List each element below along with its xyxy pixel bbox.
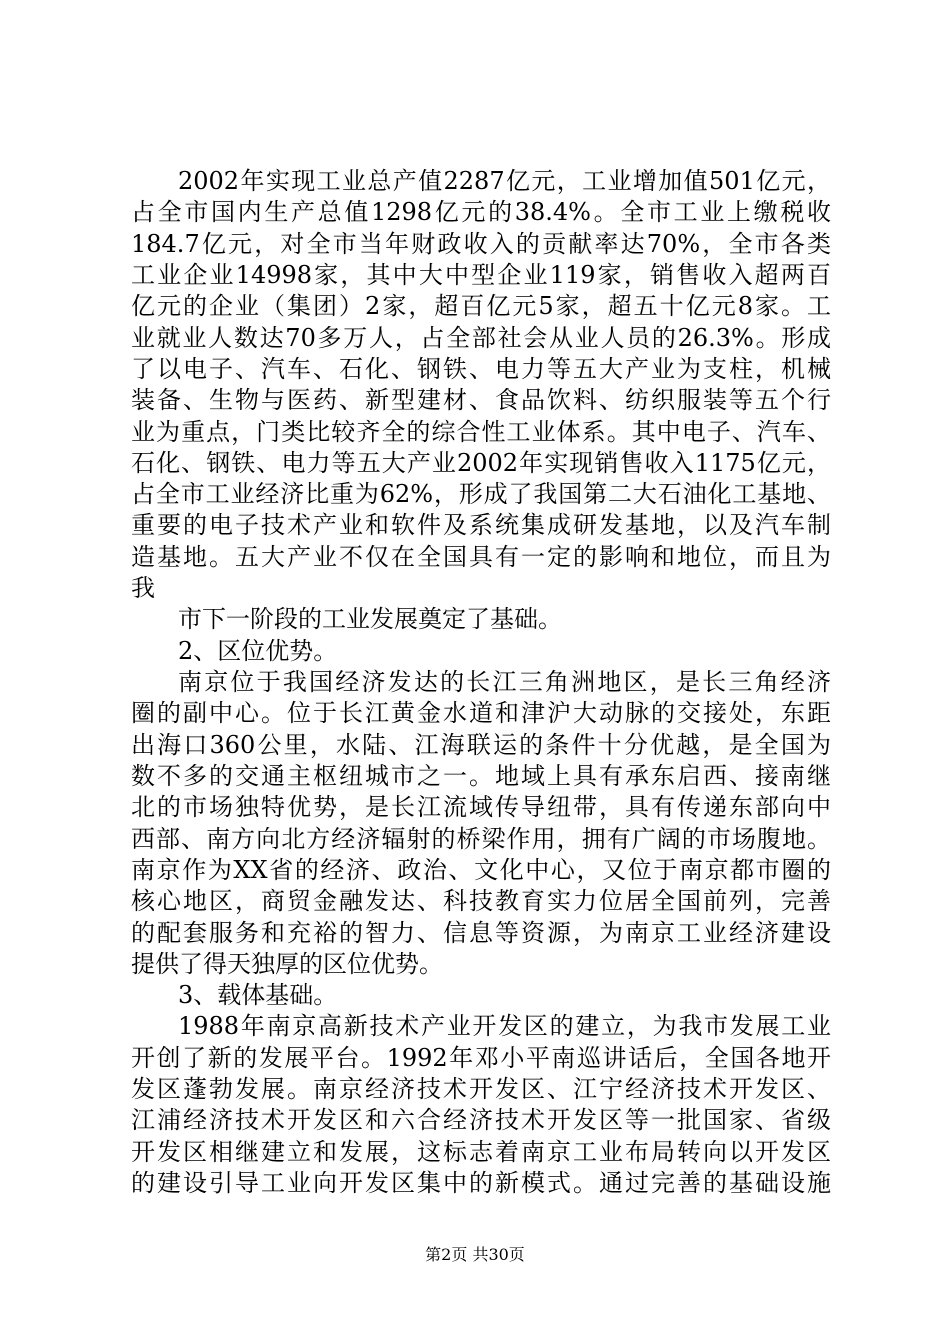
text-line: 石化、钢铁、电力等五大产业2002年实现销售收入1175亿元， (131, 449, 831, 477)
text-line: 工业企业14998家，其中大中型企业119家，销售收入超两百 (131, 261, 831, 289)
text-line: 西部、南方向北方经济辐射的桥梁作用，拥有广阔的市场腹地。 (131, 825, 831, 853)
text-line: 我 (131, 574, 155, 602)
text-line: 市下一阶段的工业发展奠定了基础。 (178, 605, 562, 633)
text-line: 业为重点，门类比较齐全的综合性工业体系。其中电子、汽车、 (131, 418, 831, 446)
text-line: 的建设引导工业向开发区集中的新模式。通过完善的基础设施 (131, 1169, 831, 1197)
text-line: 的配套服务和充裕的智力、信息等资源，为南京工业经济建设 (131, 919, 831, 947)
page-number-footer: 第2页 共30页 (425, 1245, 525, 1264)
text-line: 南京位于我国经济发达的长江三角洲地区，是长三角经济 (178, 668, 831, 696)
section-heading-carrier: 3、载体基础。 (178, 981, 338, 1009)
text-line: 装备、生物与医药、新型建材、食品饮料、纺织服装等五个行 (131, 386, 831, 414)
text-line: 开发区相继建立和发展，这标志着南京工业布局转向以开发区 (131, 1138, 831, 1166)
text-line: 重要的电子技术产业和软件及系统集成研发基地，以及汽车制 (131, 511, 831, 539)
text-line: 数不多的交通主枢纽城市之一。地域上具有承东启西、接南继 (131, 762, 831, 790)
text-line: 圈的副中心。位于长江黄金水道和津沪大动脉的交接处，东距 (131, 699, 831, 727)
text-line: 发区蓬勃发展。南京经济技术开发区、江宁经济技术开发区、 (131, 1075, 831, 1103)
text-line: 业就业人数达70多万人，占全部社会从业人员的26.3%。形成 (131, 324, 831, 352)
text-line: 占全市工业经济比重为62%，形成了我国第二大石油化工基地、 (131, 480, 831, 508)
text-line: 亿元的企业（集团）2家，超百亿元5家，超五十亿元8家。工 (131, 292, 831, 320)
text-line: 核心地区，商贸金融发达、科技教育实力位居全国前列，完善 (131, 887, 831, 915)
text-line: 2002年实现工业总产值2287亿元，工业增加值501亿元， (178, 167, 831, 195)
text-line: 184.7亿元，对全市当年财政收入的贡献率达70%，全市各类 (131, 230, 831, 258)
text-line: 江浦经济技术开发区和六合经济技术开发区等一批国家、省级 (131, 1106, 831, 1134)
text-line: 提供了得天独厚的区位优势。 (131, 950, 443, 978)
text-line: 了以电子、汽车、石化、钢铁、电力等五大产业为支柱，机械 (131, 355, 831, 383)
text-line: 北的市场独特优势，是长江流域传导纽带，具有传递东部向中 (131, 793, 831, 821)
text-line: 1988年南京高新技术产业开发区的建立，为我市发展工业 (178, 1012, 831, 1040)
text-line: 出海口360公里，水陆、江海联运的条件十分优越，是全国为 (131, 731, 831, 759)
text-line: 占全市国内生产总值1298亿元的38.4%。全市工业上缴税收 (131, 198, 831, 226)
text-line: 开创了新的发展平台。1992年邓小平南巡讲话后，全国各地开 (131, 1044, 831, 1072)
text-line: 南京作为XX省的经济、政治、文化中心，又位于南京都市圈的 (131, 856, 831, 884)
text-line: 造基地。五大产业不仅在全国具有一定的影响和地位，而且为 (131, 543, 831, 571)
section-heading-location: 2、区位优势。 (178, 637, 338, 665)
